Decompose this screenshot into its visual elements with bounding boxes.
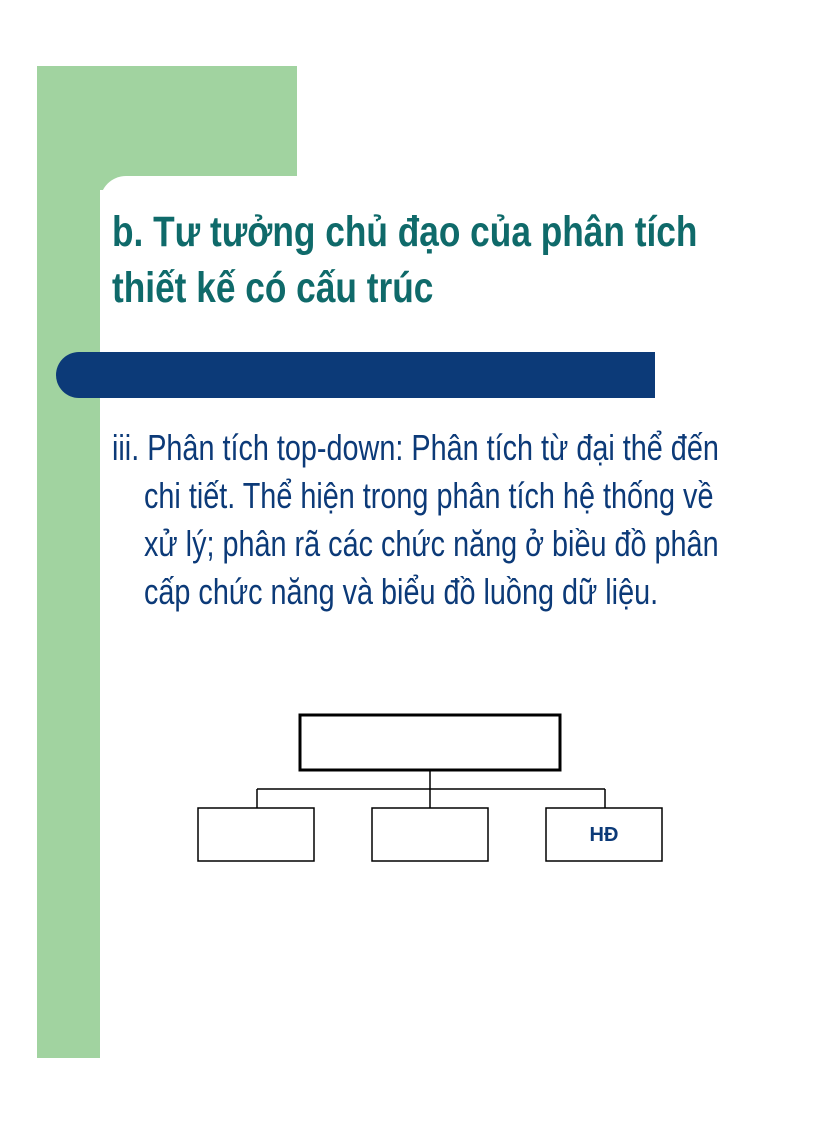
title-line-2: thiết kế có cấu trúc: [112, 264, 434, 312]
body-line-1: iii. Phân tích top-down: Phân tích từ đại thể đến: [112, 427, 719, 468]
title-line-1: b. Tư tưởng chủ đạo của phân tích: [112, 208, 698, 256]
child-node-2: [372, 808, 488, 861]
child-node-1: [198, 808, 314, 861]
body-line-3: xử lý; phân rã các chức năng ở biều đồ phân: [144, 523, 719, 564]
title-divider-bar: [56, 352, 655, 398]
body-line-4: cấp chức năng và biểu đồ luồng dữ liệu.: [144, 571, 659, 612]
slide-title: [112, 204, 698, 316]
hierarchy-diagram: [190, 705, 670, 867]
root-node: [300, 715, 560, 770]
hierarchy-diagram-svg: [190, 705, 670, 867]
content-panel: [100, 176, 816, 1123]
body-line-2: chi tiết. Thể hiện trong phân tích hệ thống về: [144, 475, 714, 516]
child-node-3-label: HĐ: [589, 824, 619, 846]
body-paragraph: [112, 424, 720, 616]
decorative-green-sidebar: [37, 66, 100, 1058]
